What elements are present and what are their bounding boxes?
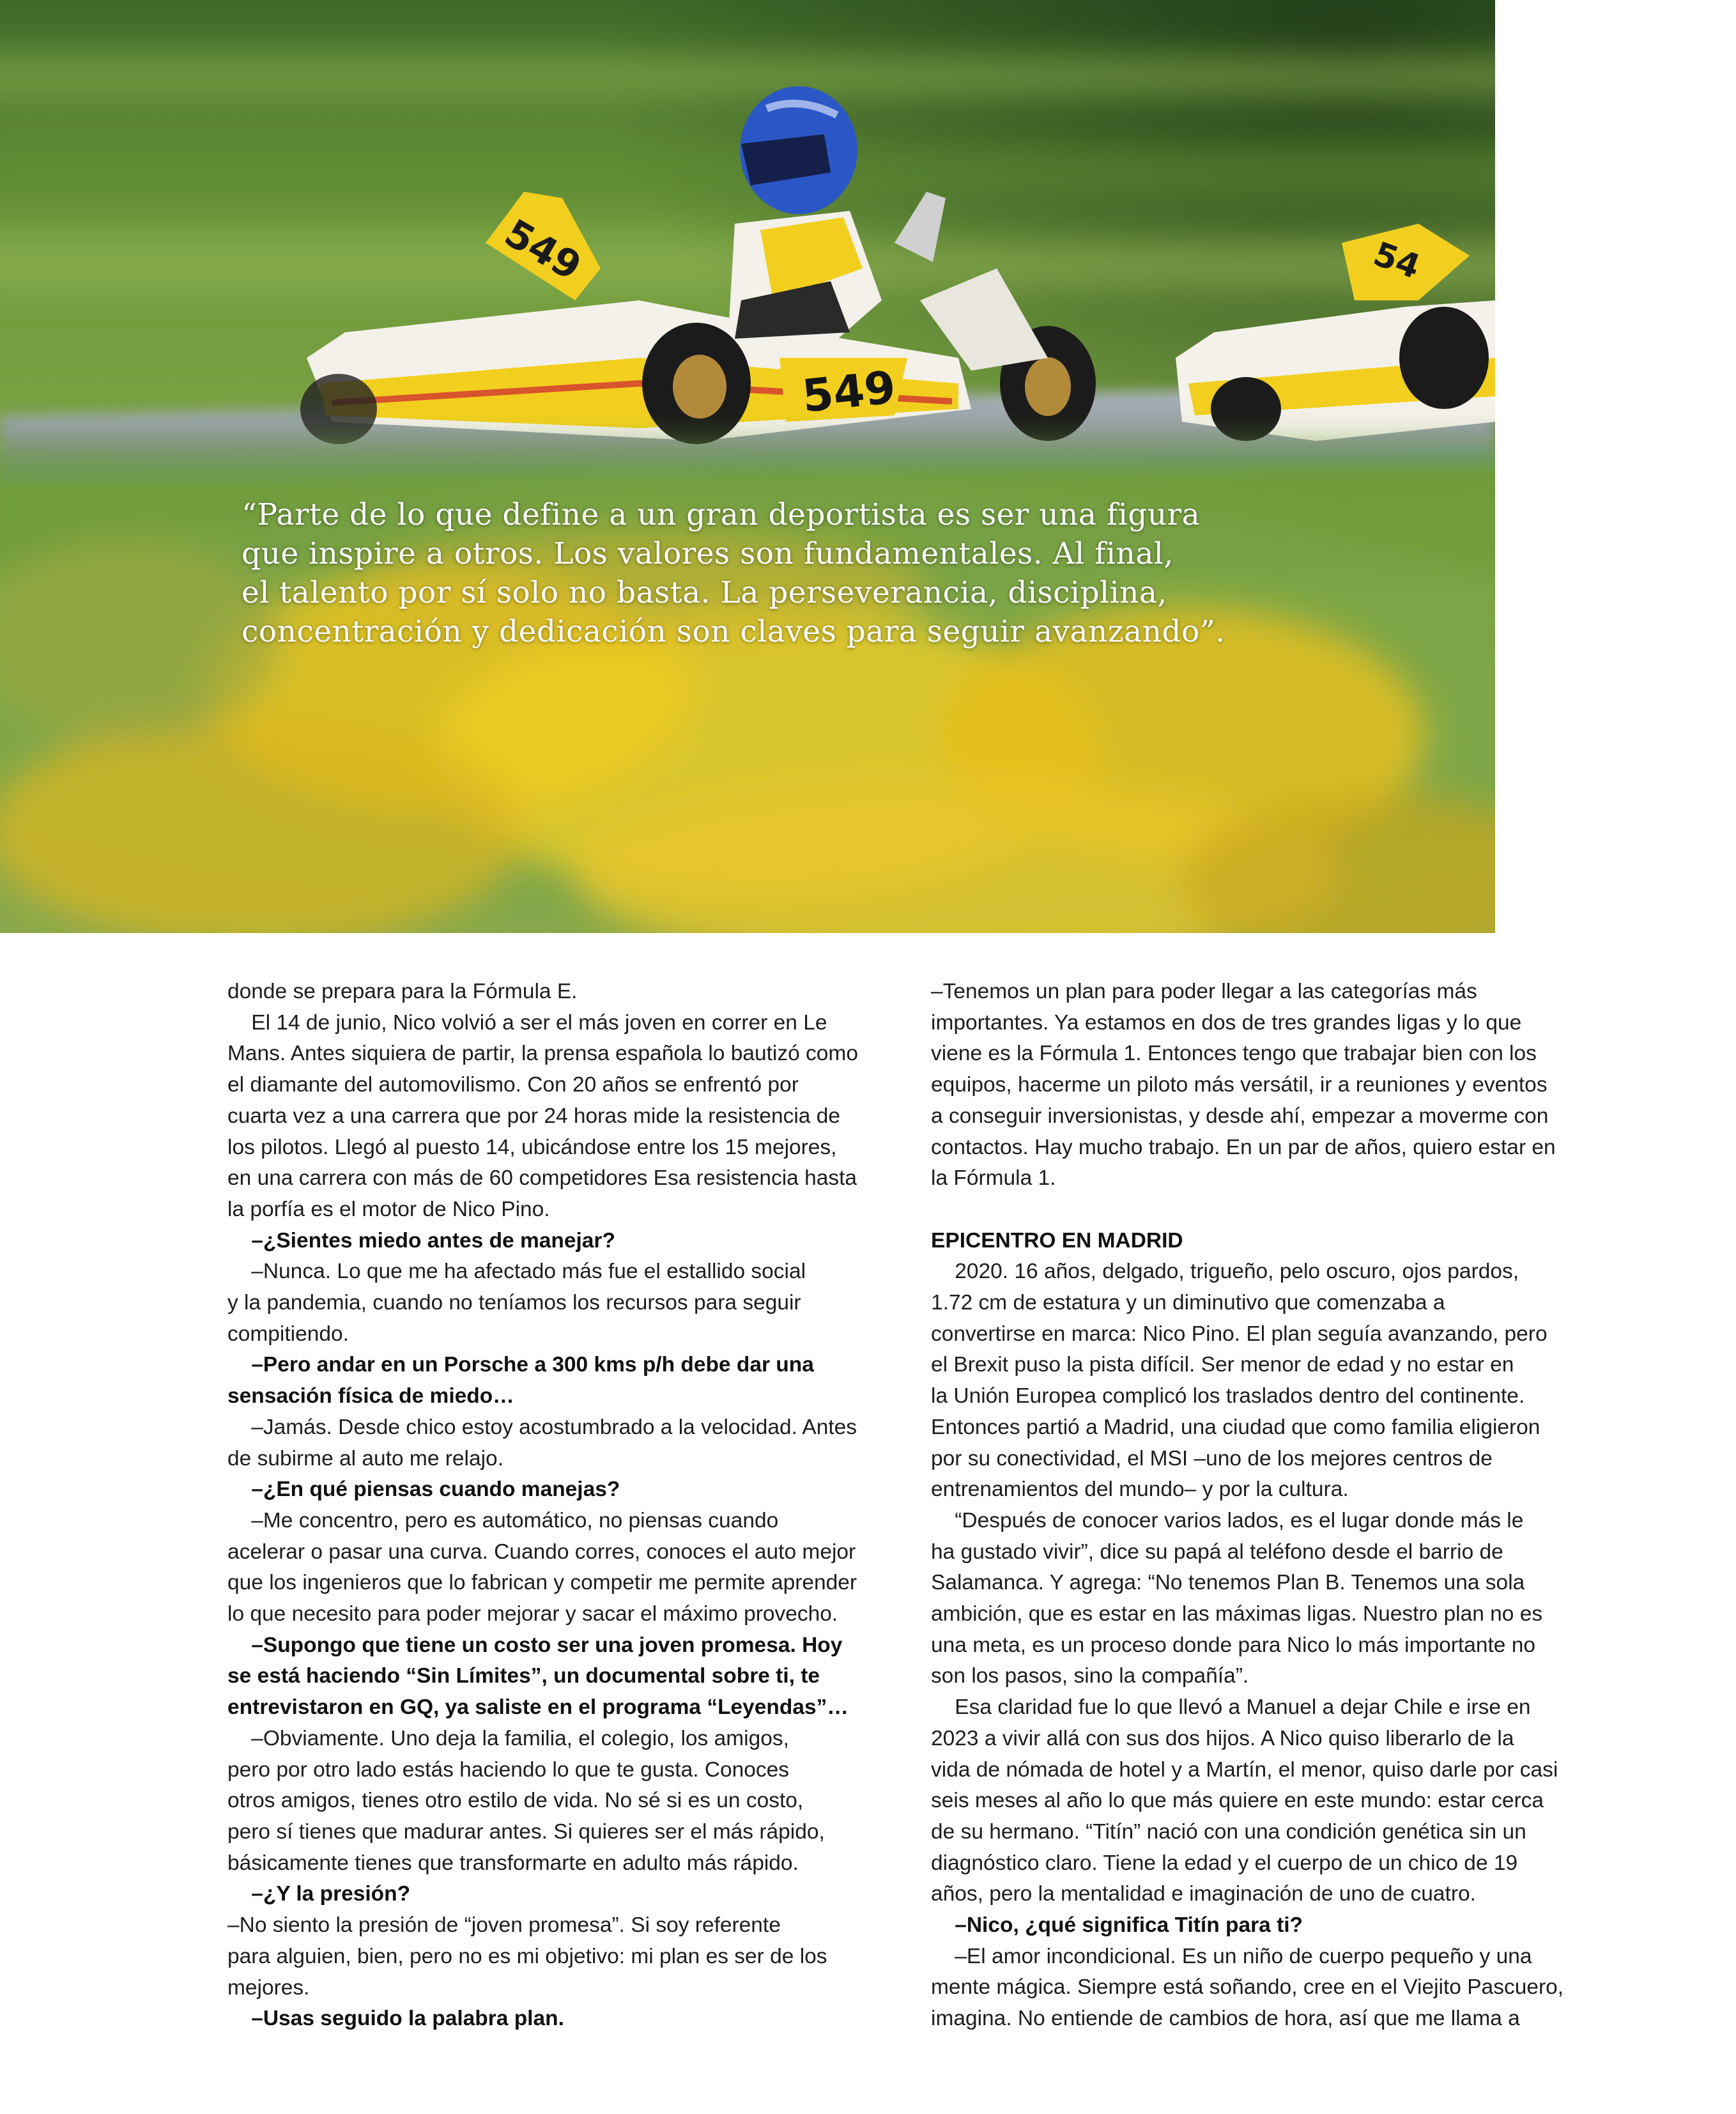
body-line: convertirse en marca: Nico Pino. El plan seguía avanzando, pero (931, 1322, 1548, 1346)
body-line: en una carrera con más de 60 competidores Esa resistencia hasta (227, 1166, 857, 1191)
body-line: y la pandemia, cuando no teníamos los recursos para seguir (227, 1291, 801, 1315)
interview-question: –Nico, ¿qué significa Titín para ti? (931, 1913, 1303, 1938)
body-line: imagina. No entiende de cambios de hora, así que me llama a (931, 2007, 1520, 2031)
body-line: una meta, es un proceso donde para Nico lo más importante no (931, 1633, 1535, 1657)
paragraph-spacer (931, 1194, 1608, 1226)
body-line: importantes. Ya estamos en dos de tres grandes ligas y lo que (931, 1010, 1522, 1035)
body-line: mejores. (227, 1975, 310, 2000)
body-line: ambición, que es estar en las máximas ligas. Nuestro plan no es (931, 1602, 1543, 1626)
interview-question: se está haciendo “Sin Límites”, un documental sobre ti, te (227, 1664, 820, 1688)
article-column-right (931, 976, 1608, 2035)
body-line: son los pasos, sino la compañía”. (931, 1664, 1249, 1688)
body-line: para alguien, bien, pero no es mi objetivo: mi plan es ser de los (227, 1944, 827, 1968)
body-line: –Tenemos un plan para poder llegar a las categorías más (931, 980, 1477, 1003)
body-line: donde se prepara para la Fórmula E. (227, 980, 578, 1003)
body-line: que los ingenieros que lo fabrican y competir me permite aprender (227, 1571, 857, 1595)
body-line: a conseguir inversionistas, y desde ahí, empezar a moverme con (931, 1104, 1549, 1128)
body-line: por su conectividad, el MSI –uno de los mejores centros de (931, 1446, 1493, 1470)
svg-text:549: 549 (496, 210, 589, 289)
body-line: Salamanca. Y agrega: “No tenemos Plan B. Tenemos una sola (931, 1571, 1525, 1595)
kart-number-second: 54 (1368, 235, 1425, 287)
body-line: –El amor incondicional. Es un niño de cuerpo pequeño y una (931, 1944, 1532, 1968)
pull-quote-line: “Parte de lo que define a un gran deportista es ser una figura (242, 497, 1201, 532)
body-line: años, pero la mentalidad e imaginación de uno de cuatro. (931, 1882, 1476, 1906)
interview-question: –¿Y la presión? (227, 1882, 411, 1906)
body-line: lo que necesito para poder mejorar y sacar el máximo provecho. (227, 1602, 838, 1626)
body-line: 2023 a vivir allá con sus dos hijos. A Nico quiso liberarlo de la (931, 1726, 1514, 1750)
pull-quote-line: el talento por sí solo no basta. La perseverancia, disciplina, (242, 575, 1167, 610)
body-line: mente mágica. Siempre está soñando, cree en el Viejito Pascuero, (931, 1975, 1564, 2000)
interview-question: –Pero andar en un Porsche a 300 kms p/h debe dar una (227, 1353, 814, 1377)
hero-photo-karting (0, 0, 1495, 933)
body-line: –Obviamente. Uno deja la familia, el colegio, los amigos, (227, 1726, 789, 1750)
body-line: el diamante del automovilismo. Con 20 años se enfrentó por (227, 1073, 799, 1097)
body-line: –No siento la presión de “joven promesa”. Si soy referente (227, 1913, 781, 1938)
body-line: viene es la Fórmula 1. Entonces tengo que trabajar bien con los (931, 1042, 1537, 1066)
body-line: otros amigos, tienes otro estilo de vida. No sé si es un costo, (227, 1789, 804, 1813)
body-line: el Brexit puso la pista difícil. Ser menor de edad y no estar en (931, 1353, 1514, 1377)
body-line: cuarta vez a una carrera que por 24 horas mide la resistencia de (227, 1104, 841, 1128)
pull-quote (242, 495, 1264, 651)
interview-question: entrevistaron en GQ, ya saliste en el programa “Leyendas”… (227, 1695, 849, 1720)
kart-number-main: 549 (799, 360, 898, 423)
body-line: Mans. Antes siquiera de partir, la prensa española lo bautizó como (227, 1042, 858, 1066)
article-column-left (227, 976, 905, 2035)
interview-question: –Supongo que tiene un costo ser una joven promesa. Hoy (227, 1633, 843, 1657)
body-line: pero sí tienes que madurar antes. Si quieres ser el más rápido, (227, 1819, 825, 1844)
body-line: los pilotos. Llegó al puesto 14, ubicándose entre los 15 mejores, (227, 1135, 837, 1159)
body-line: de subirme al auto me relajo. (227, 1446, 503, 1470)
body-line: Esa claridad fue lo que llevó a Manuel a dejar Chile e irse en (931, 1695, 1531, 1720)
pull-quote-line: concentración y dedicación son claves para seguir avanzando”. (242, 614, 1225, 649)
body-line: El 14 de junio, Nico volvió a ser el más joven en correr en Le (227, 1010, 827, 1035)
body-line: Entonces partió a Madrid, una ciudad que como familia eligieron (931, 1415, 1540, 1439)
interview-question: –¿En qué piensas cuando manejas? (227, 1477, 620, 1502)
body-line: “Después de conocer varios lados, es el lugar donde más le (931, 1508, 1524, 1532)
body-line: entrenamientos del mundo– y por la cultura. (931, 1477, 1349, 1502)
karting-race-illustration (0, 0, 1495, 933)
interview-question: –¿Sientes miedo antes de manejar? (227, 1228, 615, 1253)
body-line: acelerar o pasar una curva. Cuando corres, conoces el auto mejor (227, 1539, 856, 1564)
body-line: la Unión Europea complicó los traslados dentro del continente. (931, 1384, 1525, 1408)
body-line: –Me concentro, pero es automático, no piensas cuando (227, 1508, 779, 1532)
body-line: la Fórmula 1. (931, 1166, 1056, 1191)
body-line: vida de nómada de hotel y a Martín, el menor, quiso darle por casi (931, 1757, 1558, 1782)
body-line: compitiendo. (227, 1322, 349, 1346)
body-line: diagnóstico claro. Tiene la edad y el cuerpo de un chico de 19 (931, 1851, 1518, 1875)
body-line: ha gustado vivir”, dice su papá al teléfono desde el barrio de (931, 1539, 1503, 1564)
body-line: –Jamás. Desde chico estoy acostumbrado a la velocidad. Antes (227, 1415, 857, 1439)
body-line: la porfía es el motor de Nico Pino. (227, 1197, 550, 1221)
pull-quote-line: que inspire a otros. Los valores son fundamentales. Al final, (242, 536, 1174, 571)
body-line: seis meses al año lo que más quiere en este mundo: estar cerca (931, 1789, 1544, 1813)
body-line: básicamente tienes que transformarte en adulto más rápido. (227, 1851, 799, 1875)
section-heading: EPICENTRO EN MADRID (931, 1228, 1183, 1253)
interview-question: –Usas seguido la palabra plan. (227, 2007, 564, 2031)
body-line: –Nunca. Lo que me ha afectado más fue el estallido social (227, 1260, 806, 1284)
body-line: 2020. 16 años, delgado, trigueño, pelo oscuro, ojos pardos, (931, 1260, 1519, 1284)
body-line: de su hermano. “Titín” nació con una condición genética sin un (931, 1819, 1526, 1844)
interview-question: sensación física de miedo… (227, 1384, 514, 1408)
body-line: 1.72 cm de estatura y un diminutivo que comenzaba a (931, 1291, 1445, 1315)
body-line: contactos. Hay mucho trabajo. En un par de años, quiero estar en (931, 1135, 1556, 1159)
body-line: pero por otro lado estás haciendo lo que te gusta. Conoces (227, 1757, 790, 1782)
body-line: equipos, hacerme un piloto más versátil, ir a reuniones y eventos (931, 1073, 1548, 1097)
